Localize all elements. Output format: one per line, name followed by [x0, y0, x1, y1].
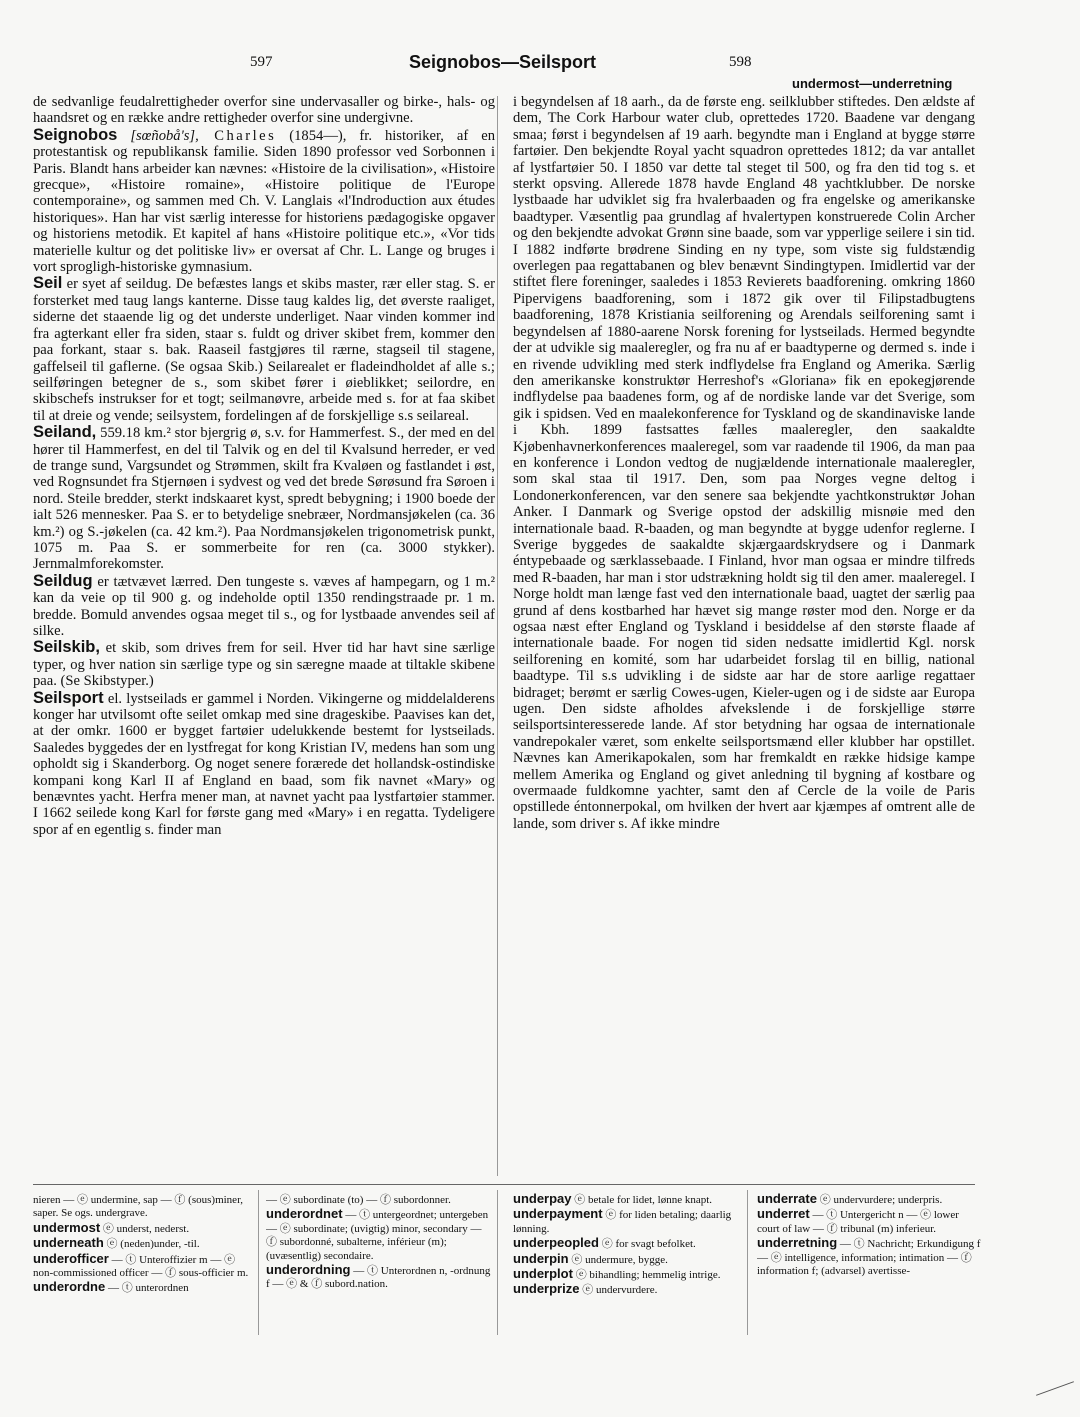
headword: Seignobos — [33, 125, 118, 144]
right-page-number: 598 — [729, 54, 752, 70]
pronunciation: [sœñobå's], — [117, 127, 199, 144]
footer-divider — [33, 1184, 975, 1185]
dict-item: underofficer — ⓣ Unteroffizier m — ⓔ non-commissioned officer — ⓕ sous-officier m. — [33, 1250, 249, 1280]
dict-item: nieren — ⓔ undermine, sap — ⓕ (sous)miner, saper. Se ogs. undergrave. — [33, 1194, 244, 1220]
entry-seildug — [33, 573, 495, 640]
dict-item: underordning — ⓣ Unterordnen n, -ordnung f — ⓔ & ⓕ subord.nation. — [266, 1262, 491, 1291]
dictionary-column-1 — [33, 1192, 258, 1342]
dictionary-divider — [258, 1190, 259, 1335]
entry-text: 559.18 km.² stor bjergrig ø, s.v. for Hammerfest. S., der med en del hører til Hammerfest, en del til Talvik og en del til Kvalsund herreder, er ved de trange sund, Vargsundet og Strømmen, skilt fra Kvaløen og fastlandet i øst, ved Rognsundet fra Stjernøen i sydvest og ved det brede Sørøsund fra Søroen i nord. Steile bredder, sterkt indskaaret kyst, spredt bebygning; i 1900 boede der ialt 526 mennesker. Paa S. er to betydelige snebræer, Nordmansjøkelen (ca. 36 km.²) og S.-jøkelen (ca. 42 km.²). Paa Nordmansjøkelen trigonometrisk punkt, 1075 m. Paa S. er sommerbeite for ren (ca. 3000 stykker). Jernmalmforekomster. — [33, 425, 495, 573]
entry-seilskib — [33, 639, 495, 689]
headword: Seildug — [33, 571, 93, 590]
left-column — [33, 94, 495, 1179]
headword: Seilskib, — [33, 638, 100, 657]
spaced-name: Charles — [198, 127, 277, 144]
dict-item: underneath ⓔ (neden)under, -til. — [33, 1235, 200, 1251]
dict-item: undermost ⓔ underst, nederst. — [33, 1219, 190, 1235]
dictionary-column-3 — [513, 1192, 738, 1342]
dictionary-divider — [747, 1190, 748, 1335]
dictionary-column-4 — [757, 1192, 982, 1342]
entry-text: et skib, som drives frem for seil. Hver tid har havt sine særlige typer, og hver nation sin særlige type og sin særegne maade at tiltakle skibene paa. (Se Skibstyper.) — [33, 640, 495, 690]
right-column — [513, 94, 975, 1179]
entry-seilsport — [33, 690, 495, 839]
dict-item: underordnet — ⓣ untergeordnet; untergeben — ⓔ subordinate; (uvigtig) minor, secondary — ⓕ subordonné, subalterne, inférieur (m); (uvæsentlig) secondaire. — [266, 1206, 489, 1262]
entry-text: (1854—), fr. historiker, af en protestantisk og republikansk familie. Siden 1890 professor ved Sorbonnen i Paris. Blandt hans arbeider kan nævnes: «Histoire de la civilisation», «Histoire grecque», «Histoire romaine», «Histoire politique de l'Europe contemporaine», og sammen med Ch. V. Langlais «l'Indroduction aux études historiques». Han har vist særlig interesse for historiens pædagogiske opgaver og historiens metodik. Et kapitel af hans «Histoire politique etc.», «Vor tids materielle kultur og det politiske liv» er oversat af Chr. L. Lange og bruges i vort sprogligh-historiske gymnasium. — [33, 127, 495, 276]
dict-item: underprize ⓔ undervurdere. — [513, 1281, 658, 1297]
dict-item: underpay ⓔ betale for lidet, lønne knapt. — [513, 1192, 713, 1206]
entry-text: er tætvævet lærred. Den tungeste s. væves af hampegarn, og 1 m.² kan da veie op til 900 g. og indeholde optil 1350 rendingstraade pr. 1 m. bredde. Bomuld anvendes ogsaa meget til s., og for lystbaade anvendes seil af silke. — [33, 573, 495, 639]
dict-item: underplot ⓔ bihandling; hemmelig intrige. — [513, 1266, 721, 1282]
entry-text: el. lystseilads er gammel i Norden. Vikingerne og middelalderens konger har utvilsomt ofte seilet omkap med sine drageskibe. Paavises kan det, at der omkr. 1600 er bygget fartøier udelukkende bestemt for lystseilads. Saaledes byggedes der en lystfregat for kong Kristian IV, medens han som ung opholdt sig i Skanderborg. Og noget senere forærede det hollandsk-ostindiske kompani kong Karl II af England en baad, som fik navnet «Mary» og benævntes yacht. Herfra mener man, at navnet yacht paa lystfartøier stammer. I 1662 seilede kong Karl for første gang med «Mary» i en regatta. Tydeligere spor af en egentlig s. finder man — [33, 690, 495, 838]
dict-item: underret — ⓣ Untergericht n — ⓔ lower court of law — ⓕ tribunal (m) inferieur. — [757, 1206, 959, 1235]
corner-scan-mark — [1036, 1381, 1074, 1396]
left-page-number: 597 — [250, 54, 273, 70]
dictionary-divider — [497, 1190, 498, 1335]
page-title: Seignobos—Seilsport — [409, 52, 597, 72]
dict-item: — ⓔ subordinate (to) — ⓕ subordonner. — [266, 1194, 451, 1206]
entry-seiland — [33, 424, 495, 573]
dictionary-guide-words: undermost—underretning — [792, 76, 953, 91]
headword: Seil — [33, 274, 63, 293]
entry-seignobos — [33, 127, 495, 276]
dictionary-column-2 — [266, 1192, 491, 1342]
dict-item: underretning — ⓣ Nachricht; Erkundigung f — ⓔ intelligence, information; intimation — ⓕ information f; (advarsel) avertisse- — [757, 1235, 981, 1278]
dict-item: underordne — ⓣ unterordnen — [33, 1279, 189, 1295]
dict-item: underrate ⓔ undervurdere; underpris. — [757, 1192, 943, 1206]
dict-item: underpayment ⓔ for liden betaling; daarlig lønning. — [513, 1206, 732, 1235]
dict-item: underpin ⓔ undermure, bygge. — [513, 1250, 668, 1266]
entry-text: er syet af seildug. De befæstes langs et skibs master, rær eller stag. S. er forsterket med taug langs kanterne. Disse taug kaldes lig, det øverste raaliget, siderne det staaende lig og det underste underliget. Naar vinden kommer ind fra agterkant eller fra siden, staar s. fuldt og driver skibet frem, kommer den paa forkant, staar s. bak. Raaseil fastgjøres til rærne, stagseil til stagene, gaffelseil til gaflerne. (Se ogsaa Skib.) Seilarealet er fladeindholdet af alle s.; seilføringen betegner de s., som skibet fører i øieblikket; seilordre, en skibschefs instrukser for et togt; seilmanøvre, arbeide med s. for at faa skibet til at dreie og vende; seilsystem, fordelingen af de forskjellige s.s seilareal. — [33, 276, 495, 424]
seilsport-continued: i begyndelsen af 18 aarh., da de første eng. seilklubber stiftedes. Den ældste af dem, The Cork Harbour water club, oprettedes 1720. Baadene var dengang smaa; først i begyndelsen af 19 aarh. begyndte man i England at bygge større fartøier. Den bekjendte Royal yacht squadron oprettedes 1812; da var antallet af lystfartøier 50. I 1850 var dette tal steget til 500, og fra den tid tog s. et sterkt opsving. Allerede 1878 havde England 48 yachtklubber. De norske lystbaade har udviklet sig fra hvalerbaaden og fra engelske og amerikanske baadtyper. Væsentlig paa grundlag af hvalertypen konstruerede Colin Archer og den bekjendte advokat Grønn sine baade, som var ypperlige seilere i sin tid. I 1882 indførte brødrene Sinding en ny type, som viste sig fuldstændig overlegen paa regattabanen og blev benævnt Sindingtypen. Imidlertid var der stiftet flere foreninger, saaledes i 1853 Revierets baadforening. omkring 1860 Pipervigens baadforening, som i 1872 gik over til Filipstadbugtens baadforening, 1878 Kristiania seilforening og Arendals seilforening samt i begyndelsen af 1880-aarene Norsk forening for lystseilads. Hermed begyndte der at udvikle sig maaleregler, og fra nu af er baadtyperne og dermed s. inde i en rivende udvikling med sterk indflydelse fra England og Amerika. Særlig den amerikanske konstruktør Herreshof's «Gloriana» fik en epokegjørende indflydelse paa baadenes form, og af de nordiske lande var det Sverige, som gik i spidsen. Ved en maalekonference for Tyskland og de skandinaviske lande i Kbh. 1899 fastsattes fælles maaleregler, den saakaldte Kjøbenhavnerkonferences maaleregel, som var raadende til 1906, da man paa en konference i London vedtog de nugjældende internationale maaleregler, som skal staa til 1917. Den, som paa Norges vegne deltog i Londonerkonferencen, var den senere saa bekjendte yachtkonstruktør Johan Anker. I Danmark og Sverige opstod der adskillig misnøie med den internationale baad. R-baaden, og man begyndte at bygge udenfor reglerne. I Sverige byggedes de saakaldte skjærgaardskrydsere og i Danmark éntypebaade og særklassebaade. I Finland, hvor man ogsaa er mindre tilfreds med R-baaden, har man i stor udstrækning holdt sig til den amer. maaleregel. I Norge holdt man længe fast ved den internationale baad, uagtet der særlig paa grund af dens kostbarhed har hævet sig mange røster mod den. Norge er da ogsaa næst efter England og Tyskland i besiddelse af den største flaade af internationale baade. For nogen tid siden nedsatte imidlertid Kgl. norsk seilforening en komité, som har udarbeidet forslag til en billig, national baadtype. Til s.s udvikling i de sidste aar har de store aarlige regattaer bidraget; berømt er særlig Cowes-ugen, Kieler-ugen og i de sidste aar Europa ugen. Den sidste afholdes afvekslende i de forskjellige større seilsportsinteresserede lande. Af stor betydning har ogsaa de internationale vandrepokaler været, som enkelte seilsportsmænd eller klubber har opstillet. Nævnes kan Amerikapokalen, som har fremkaldt en række hidsige kampe mellem Amerika og England og givet anledning til bygning af kostbare og overmaade fuldkomne yachter, samt den af Cercle de la voile de Paris opstillede éntonnerpokal, om hvilken der hvert aar kjæmpes af omtrent alle de lande, som driver s. Af ikke mindre — [513, 94, 975, 832]
headword: Seilsport — [33, 688, 104, 707]
intro-paragraph: de sedvanlige feudalrettigheder overfor sine undervasaller og birke-, hals- og haandsret og en række andre rettigheder overfor sine undergivne. — [33, 94, 495, 127]
dict-item: underpeopled ⓔ for svagt befolket. — [513, 1235, 696, 1251]
entry-seil — [33, 275, 495, 424]
column-divider — [497, 96, 498, 1176]
headword: Seiland, — [33, 423, 97, 442]
